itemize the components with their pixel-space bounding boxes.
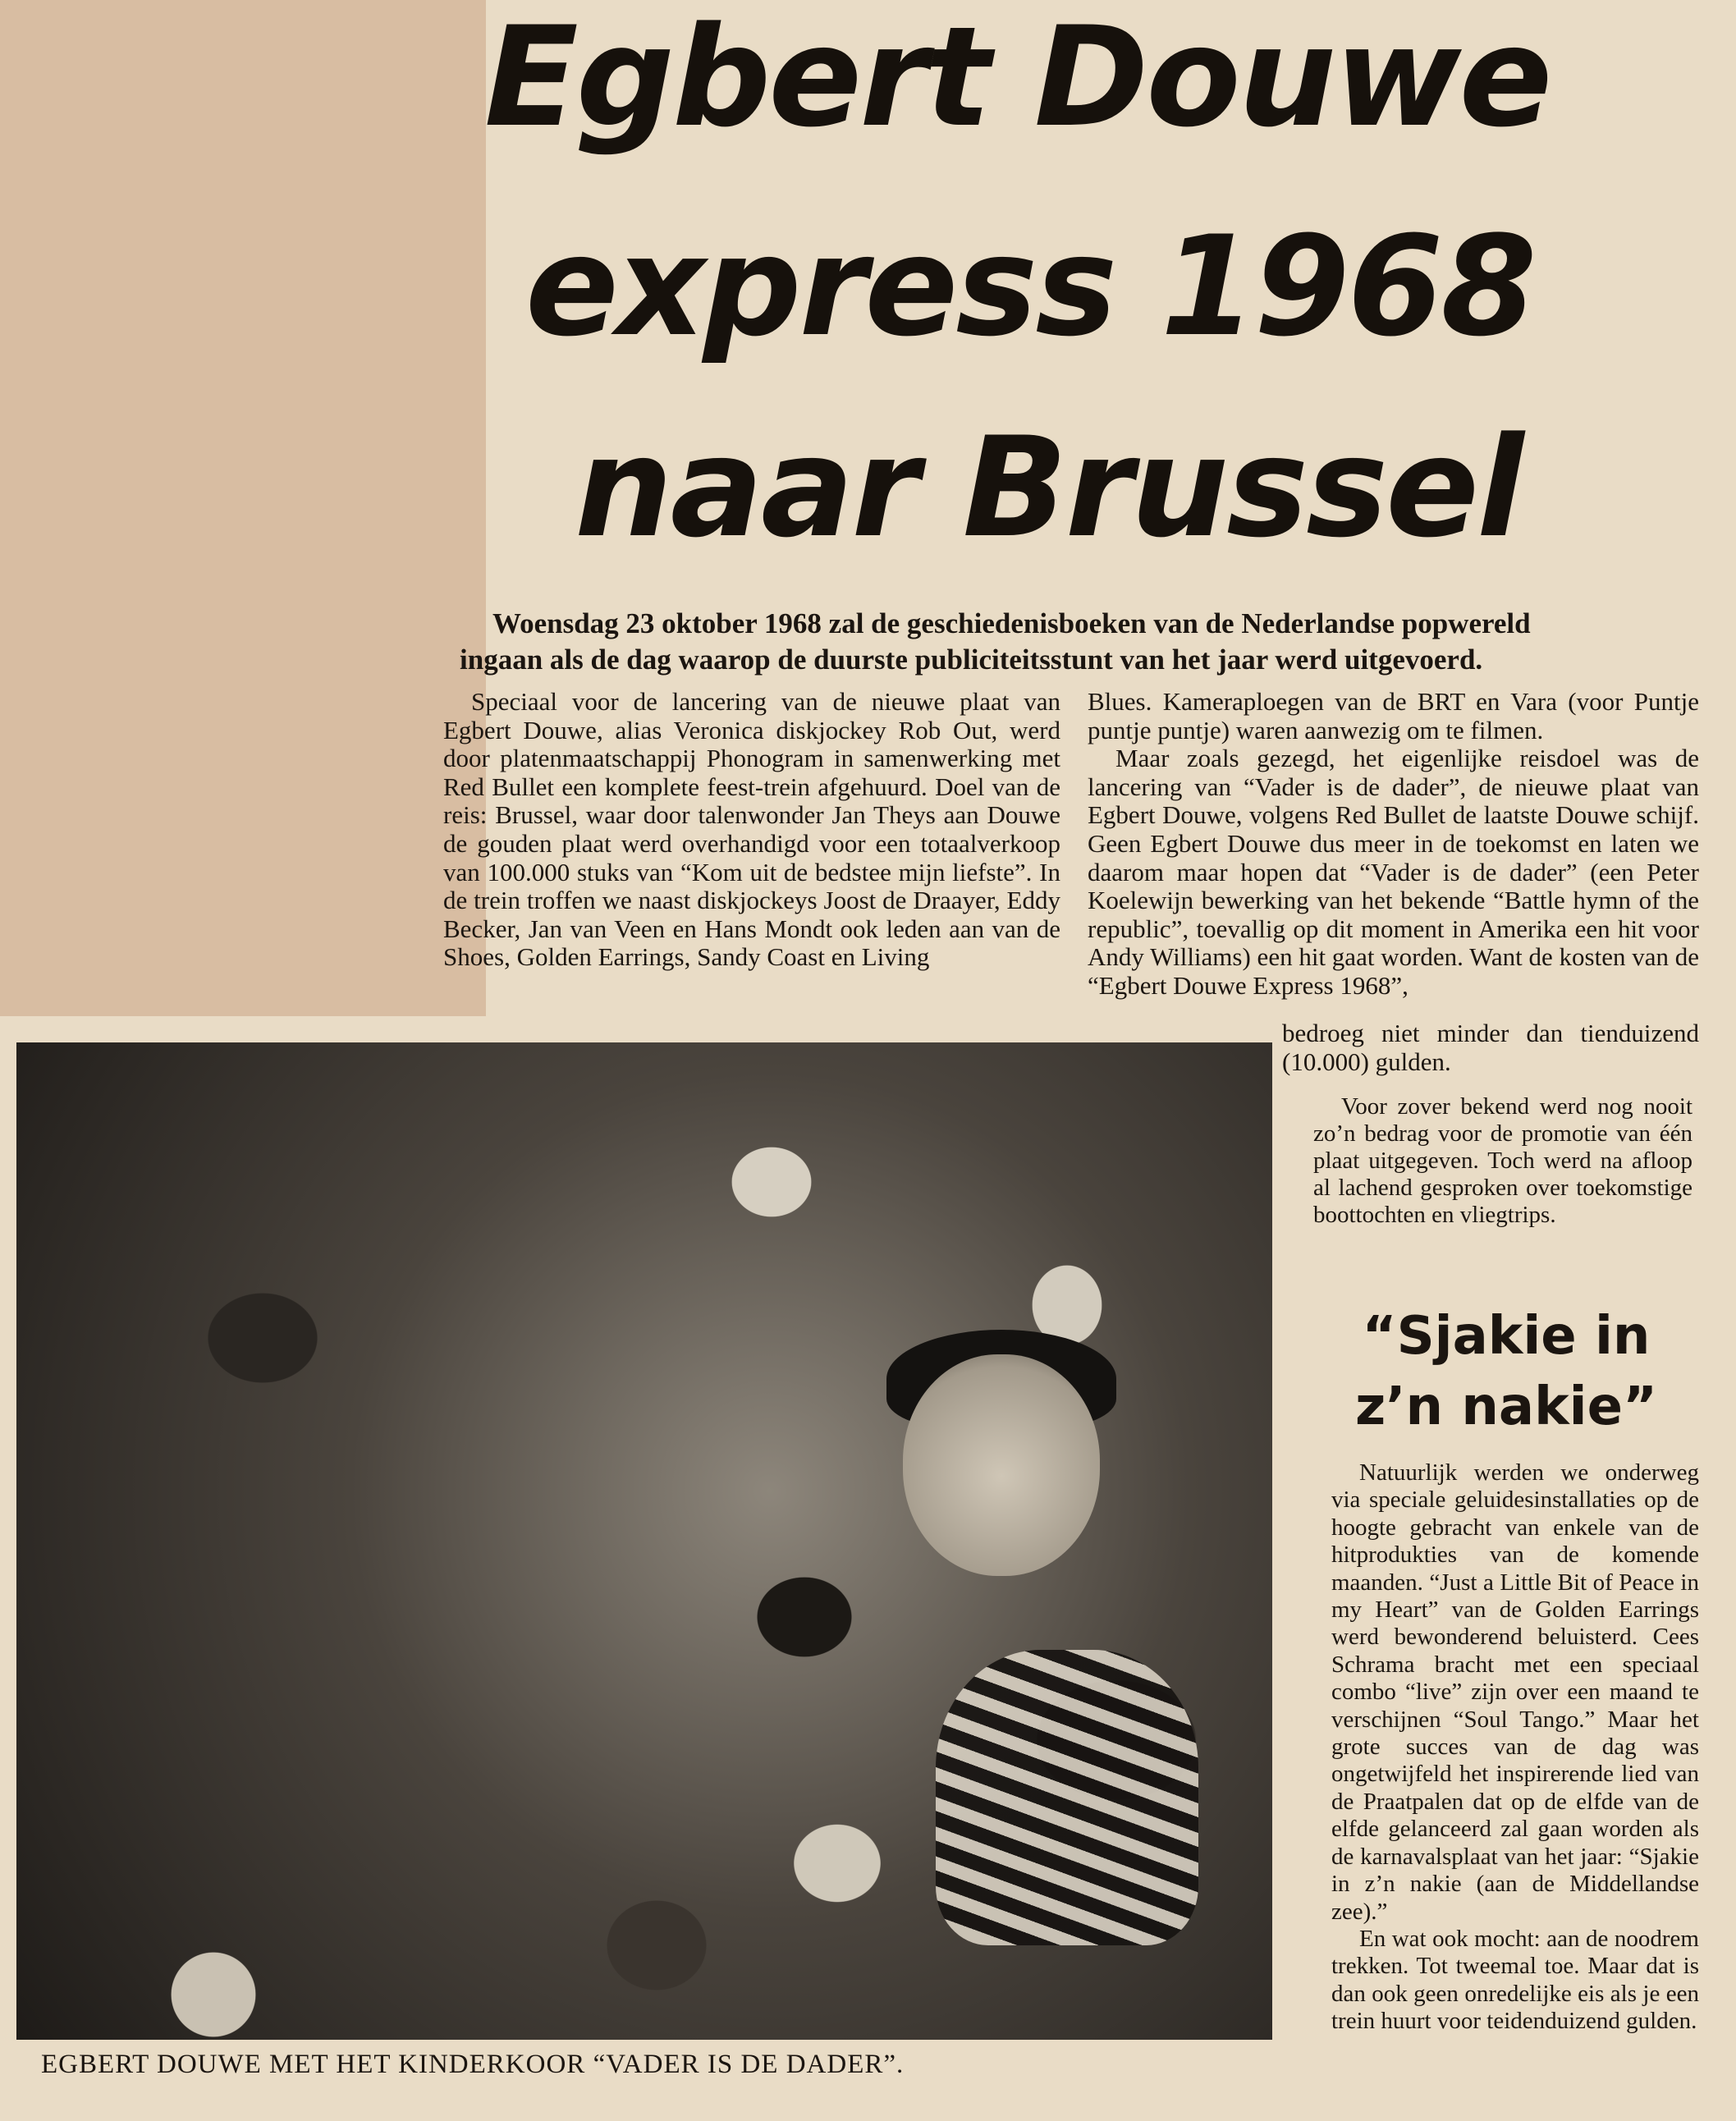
article-column-4: [1331, 1459, 1699, 2036]
photo-kinderkoor: [16, 1042, 1272, 2040]
lead-line-2: ingaan als de dag waarop de duurste publiciteitsstunt van het jaar werd uitgevoerd.: [460, 644, 1483, 676]
lead-line-1: Woensdag 23 oktober 1968 zal de geschiedenisboeken van de Nederlandse popwereld: [492, 607, 1531, 639]
headline-line-1: Egbert Douwe: [484, 0, 1550, 158]
headline-line-3: naar Brussel: [575, 407, 1522, 568]
column-2-paragraph-2-end: bedroeg niet minder dan tienduizend (10.000) gulden.: [1282, 1019, 1699, 1076]
column-2-paragraph-2: Maar zoals gezegd, het eigenlijke reisdoel was de lancering van “Vader is de dader”, de nieuwe plaat van Egbert Douwe, volgens Red Bullet de laatste Douwe schijf. Geen Egbert Douwe dus meer in de toekomst en laten we daarom maar hopen dat “Vader is de dader” (een Peter Koelewijn bewerking van het bekende “Battle hymn of the republic”, toevallig op dit moment in Amerika een hit voor Andy Williams) een hit gaat worden. Want de kosten van de “Egbert Douwe Express 1968”,: [1088, 744, 1699, 1000]
article-column-1: [443, 688, 1060, 972]
article-column-3: [1313, 1093, 1692, 1229]
column-3-paragraph: Voor zover bekend werd nog nooit zo’n bedrag voor de promotie van één plaat uitgegeven. Toch werd na afloop al lachend gesproken over toekomstige boottochten en vliegtrips.: [1313, 1093, 1692, 1228]
photo-face-shape: [903, 1354, 1100, 1576]
article-column-2: [1088, 688, 1699, 1001]
column-4-paragraph-1: Natuurlijk werden we onderweg via speciale geluidesinstallaties op de hoogte gebracht van enkele van de hitprodukties van de komende maanden. “Just a Little Bit of Peace in my Heart” van de Golden Earrings werd bewonderend beluisterd. Cees Schrama bracht met een speciaal combo “live” zijn over een maand te verschijnen “Soul Tango.” Maar het grote succes van de dag was ongetwijfeld het inspirerende lied van de Praatpalen dat op de elfde van de elfde gelanceerd zal gaan worden als de karnavalsplaat van het jaar: “Sjakie in z’n nakie (aan de Middellandse zee).”: [1331, 1459, 1699, 1925]
article-column-2-continued: [1282, 1019, 1699, 1076]
subheading-line-1: “Sjakie in: [1362, 1306, 1651, 1367]
column-1-paragraph: Speciaal voor de lancering van de nieuwe plaat van Egbert Douwe, alias Veronica diskjockey Rob Out, werd door platenmaatschappij Phonogram in samenwerking met Red Bullet een komplete feest-trein afgehuurd. Doel van de reis: Brussel, waar door talenwonder Jan Theys aan Douwe de gouden plaat werd overhandigd voor een totaalverkoop van 100.000 stuks van “Kom uit de bedstee mijn liefste”. In de trein troffen we naast diskjockeys Joost de Draayer, Eddy Becker, Jan van Veen en Hans Mondt ook leden aan van de Shoes, Golden Earrings, Sandy Coast en Living: [443, 687, 1060, 972]
subheading-line-2: z’n nakie”: [1354, 1377, 1658, 1437]
lead-paragraph: [460, 606, 1699, 678]
photo-striped-shirt-shape: [936, 1650, 1198, 1945]
column-4-paragraph-2: En wat ook mocht: aan de noodrem trekken. Tot tweemal toe. Maar dat is dan ook geen onredelijke eis als je een trein huurt voor teidenduizend gulden.: [1331, 1925, 1699, 2035]
photo-caption: EGBERT DOUWE MET HET KINDERKOOR “VADER IS DE DADER”.: [41, 2050, 905, 2079]
subheading: [1305, 1301, 1707, 1442]
headline-line-2: express 1968: [525, 206, 1535, 367]
column-2-paragraph-1: Blues. Kameraploegen van de BRT en Vara (voor Puntje puntje puntje) waren aanwezig om te filmen.: [1088, 687, 1699, 744]
blank-margin: [0, 0, 486, 1016]
